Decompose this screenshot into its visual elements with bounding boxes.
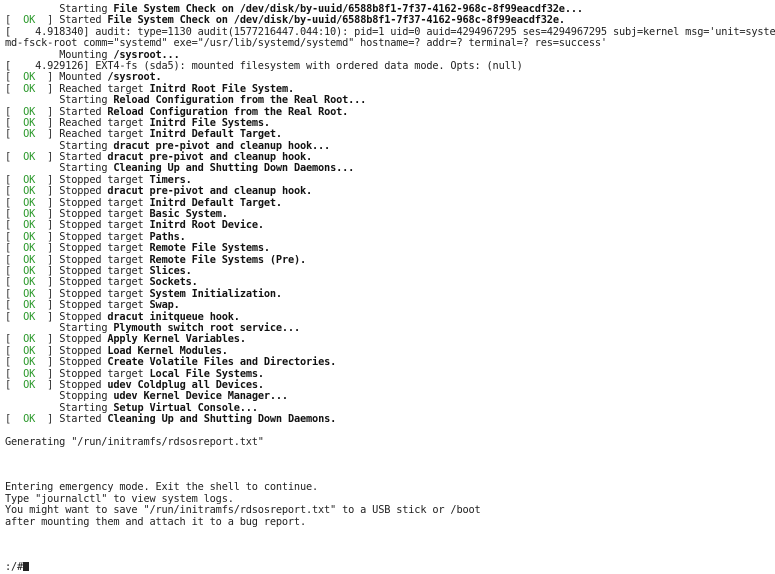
status-bracket-open: [ bbox=[5, 287, 12, 300]
status-bracket-close: ] bbox=[47, 367, 54, 380]
status-bracket-open: [ bbox=[5, 82, 12, 95]
log-unit: dracut initqueue hook. bbox=[107, 310, 240, 323]
status-bracket-open: [ bbox=[5, 299, 12, 312]
console-text: You might want to save "/run/initramfs/rdsosreport.txt" to a USB stick or /boot bbox=[5, 504, 481, 517]
status-bracket-close: ] bbox=[47, 208, 54, 221]
status-bracket-close: ] bbox=[47, 310, 54, 323]
status-bracket-close: ] bbox=[47, 196, 54, 209]
status-ok-label: OK bbox=[23, 173, 36, 186]
log-unit: dracut pre-pivot and cleanup hook. bbox=[107, 151, 313, 164]
status-ok-label: OK bbox=[23, 219, 36, 232]
log-unit: /sysroot. bbox=[107, 71, 162, 84]
status-ok-label: OK bbox=[23, 105, 36, 118]
status-ok-label: OK bbox=[23, 230, 36, 243]
status-bracket-open: [ bbox=[5, 242, 12, 255]
console-line bbox=[5, 437, 738, 448]
status-bracket-close: ] bbox=[47, 264, 54, 277]
console-text: Generating "/run/initramfs/rdsosreport.txt" bbox=[5, 435, 264, 448]
status-bracket-open: [ bbox=[5, 151, 12, 164]
status-ok-label: OK bbox=[23, 413, 36, 426]
log-action: Starting bbox=[59, 139, 114, 152]
status-bracket-close: ] bbox=[47, 276, 54, 289]
log-action: Stopped target bbox=[59, 208, 150, 221]
log-action: Started bbox=[59, 151, 108, 164]
status-ok-label: OK bbox=[23, 333, 36, 346]
status-bracket-open: [ bbox=[5, 367, 12, 380]
status-bracket-open: [ bbox=[5, 208, 12, 221]
status-ok-label: OK bbox=[23, 242, 36, 255]
status-bracket-close: ] bbox=[47, 128, 54, 141]
log-action: Stopped bbox=[59, 333, 108, 346]
status-bracket-close: ] bbox=[47, 116, 54, 129]
status-bracket-open: [ bbox=[5, 196, 12, 209]
console-line bbox=[5, 460, 738, 471]
status-ok-label: OK bbox=[23, 82, 36, 95]
console-line bbox=[5, 448, 738, 459]
log-unit: Remote File Systems. bbox=[149, 242, 270, 255]
status-ok-label: OK bbox=[23, 128, 36, 141]
status-ok-label: OK bbox=[23, 116, 36, 129]
status-ok-label: OK bbox=[23, 367, 36, 380]
log-unit: Remote File Systems (Pre). bbox=[149, 253, 307, 266]
log-action: Starting bbox=[59, 401, 114, 414]
console-line bbox=[5, 528, 738, 539]
status-bracket-open: [ bbox=[5, 356, 12, 369]
log-action: Stopped target bbox=[59, 196, 150, 209]
log-action: Started bbox=[59, 105, 108, 118]
log-unit: Plymouth switch root service... bbox=[113, 321, 300, 334]
console-line bbox=[5, 551, 738, 562]
log-unit: Load Kernel Modules. bbox=[107, 344, 228, 357]
log-action: Reached target bbox=[59, 116, 150, 129]
log-action: Mounting bbox=[59, 48, 114, 61]
status-bracket-open: [ bbox=[5, 253, 12, 266]
status-bracket-open: [ bbox=[5, 219, 12, 232]
console-text: after mounting them and attach it to a bug report. bbox=[5, 515, 306, 528]
status-bracket-close: ] bbox=[47, 299, 54, 312]
log-unit: Local File Systems. bbox=[149, 367, 264, 380]
status-bracket-close: ] bbox=[47, 185, 54, 198]
log-action: Stopped bbox=[59, 310, 108, 323]
status-bracket-close: ] bbox=[47, 413, 54, 426]
log-action: Stopped target bbox=[59, 230, 150, 243]
status-bracket-open: [ bbox=[5, 276, 12, 289]
status-ok-label: OK bbox=[23, 276, 36, 289]
status-ok-label: OK bbox=[23, 378, 36, 391]
log-unit: Slices. bbox=[149, 264, 192, 277]
status-bracket-close: ] bbox=[47, 333, 54, 346]
status-bracket-open: [ bbox=[5, 264, 12, 277]
status-bracket-close: ] bbox=[47, 82, 54, 95]
log-action: Stopped bbox=[59, 344, 108, 357]
log-action: Starting bbox=[59, 3, 114, 15]
status-ok-label: OK bbox=[23, 299, 36, 312]
status-bracket-close: ] bbox=[47, 105, 54, 118]
log-action: Stopped target bbox=[59, 287, 150, 300]
log-action: Stopped target bbox=[59, 173, 150, 186]
log-action: Mounted bbox=[59, 71, 108, 84]
log-unit: Initrd Root File System. bbox=[149, 82, 294, 95]
status-ok-label: OK bbox=[23, 344, 36, 357]
log-action: Stopped target bbox=[59, 367, 150, 380]
log-unit: Initrd Default Target. bbox=[149, 196, 282, 209]
log-unit: /sysroot... bbox=[113, 48, 180, 61]
status-bracket-close: ] bbox=[47, 71, 54, 84]
status-ok-label: OK bbox=[23, 310, 36, 323]
log-action: Stopped target bbox=[59, 276, 150, 289]
log-action: Stopped bbox=[59, 378, 108, 391]
log-action: Started bbox=[59, 14, 108, 27]
log-unit: dracut pre-pivot and cleanup hook... bbox=[113, 139, 331, 152]
status-ok-label: OK bbox=[23, 14, 36, 27]
status-bracket-open: [ bbox=[5, 413, 12, 426]
console-text: Entering emergency mode. Exit the shell to continue. bbox=[5, 481, 319, 494]
log-unit: Apply Kernel Variables. bbox=[107, 333, 246, 346]
console-line bbox=[5, 539, 738, 550]
status-bracket-open: [ bbox=[5, 230, 12, 243]
status-ok-label: OK bbox=[23, 185, 36, 198]
status-bracket-open: [ bbox=[5, 105, 12, 118]
log-action: Stopping bbox=[59, 390, 114, 403]
log-unit: Create Volatile Files and Directories. bbox=[107, 356, 337, 369]
console-text: md-fsck-root comm="systemd" exe="/usr/lib/systemd/systemd" hostname=? addr=? terminal=? res=success' bbox=[5, 37, 607, 50]
log-unit: udev Coldplug all Devices. bbox=[107, 378, 264, 391]
log-unit: Swap. bbox=[149, 299, 180, 312]
log-unit: File System Check on /dev/disk/by-uuid/6588b8f1-7f37-4162-968c-8f99eacdf32e... bbox=[113, 3, 583, 15]
status-bracket-open: [ bbox=[5, 378, 12, 391]
text-cursor bbox=[23, 562, 29, 571]
log-action: Stopped target bbox=[59, 299, 150, 312]
status-ok-label: OK bbox=[23, 264, 36, 277]
log-unit: Initrd Root Device. bbox=[149, 219, 264, 232]
status-bracket-open: [ bbox=[5, 14, 12, 27]
status-ok-label: OK bbox=[23, 71, 36, 84]
status-bracket-close: ] bbox=[47, 378, 54, 391]
log-action: Starting bbox=[59, 162, 114, 175]
shell-prompt-line[interactable] bbox=[5, 562, 738, 573]
log-action: Stopped target bbox=[59, 219, 150, 232]
status-bracket-open: [ bbox=[5, 310, 12, 323]
log-unit: System Initialization. bbox=[149, 287, 282, 300]
status-bracket-close: ] bbox=[47, 287, 54, 300]
status-bracket-open: [ bbox=[5, 116, 12, 129]
status-bracket-open: [ bbox=[5, 333, 12, 346]
log-unit: Basic System. bbox=[149, 208, 228, 221]
status-ok-label: OK bbox=[23, 287, 36, 300]
log-action: Stopped target bbox=[59, 242, 150, 255]
log-action: Stopped bbox=[59, 185, 108, 198]
log-action: Reached target bbox=[59, 128, 150, 141]
log-unit: Cleaning Up and Shutting Down Daemons... bbox=[113, 162, 355, 175]
status-bracket-close: ] bbox=[47, 14, 54, 27]
console-line bbox=[5, 517, 738, 528]
log-unit: Setup Virtual Console... bbox=[113, 401, 258, 414]
log-action: Started bbox=[59, 413, 108, 426]
status-ok-label: OK bbox=[23, 356, 36, 369]
log-unit: Initrd Default Target. bbox=[149, 128, 282, 141]
console-line bbox=[5, 414, 738, 425]
status-bracket-open: [ bbox=[5, 173, 12, 186]
status-bracket-open: [ bbox=[5, 71, 12, 84]
status-ok-label: OK bbox=[23, 151, 36, 164]
status-bracket-close: ] bbox=[47, 230, 54, 243]
status-bracket-close: ] bbox=[47, 219, 54, 232]
log-unit: Cleaning Up and Shutting Down Daemons. bbox=[107, 413, 337, 426]
log-unit: Paths. bbox=[149, 230, 186, 243]
log-action: Stopped bbox=[59, 356, 108, 369]
log-unit: Timers. bbox=[149, 173, 192, 186]
status-ok-label: OK bbox=[23, 196, 36, 209]
status-bracket-close: ] bbox=[47, 242, 54, 255]
shell-prompt: :/# bbox=[5, 561, 24, 574]
log-unit: Sockets. bbox=[149, 276, 198, 289]
log-action: Starting bbox=[59, 321, 114, 334]
emergency-console[interactable] bbox=[5, 3, 775, 574]
status-bracket-close: ] bbox=[47, 344, 54, 357]
log-action: Stopped target bbox=[59, 264, 150, 277]
log-action: Reached target bbox=[59, 82, 150, 95]
status-bracket-close: ] bbox=[47, 253, 54, 266]
log-unit: Initrd File Systems. bbox=[149, 116, 270, 129]
status-bracket-close: ] bbox=[47, 356, 54, 369]
log-unit: udev Kernel Device Manager... bbox=[113, 390, 288, 403]
status-bracket-close: ] bbox=[47, 151, 54, 164]
log-unit: Reload Configuration from the Real Root... bbox=[113, 94, 367, 107]
log-action: Stopped target bbox=[59, 253, 150, 266]
status-ok-label: OK bbox=[23, 253, 36, 266]
kernel-message: [ 4.929126] EXT4-fs (sda5): mounted filesystem with ordered data mode. Opts: (null) bbox=[5, 59, 523, 72]
status-bracket-open: [ bbox=[5, 185, 12, 198]
status-ok-label: OK bbox=[23, 208, 36, 221]
log-action: Starting bbox=[59, 94, 114, 107]
log-unit: Reload Configuration from the Real Root. bbox=[107, 105, 349, 118]
log-unit: dracut pre-pivot and cleanup hook. bbox=[107, 185, 313, 198]
status-bracket-close: ] bbox=[47, 173, 54, 186]
status-bracket-open: [ bbox=[5, 128, 12, 141]
kernel-message: [ 4.918340] audit: type=1130 audit(1577216447.044:10): pid=1 uid=0 auid=4294967295 ses=4294967295 subj=kernel msg='unit=syste bbox=[5, 25, 775, 38]
console-text: Type "journalctl" to view system logs. bbox=[5, 492, 234, 505]
log-unit: File System Check on /dev/disk/by-uuid/6588b8f1-7f37-4162-968c-8f99eacdf32e. bbox=[107, 14, 565, 27]
status-bracket-open: [ bbox=[5, 344, 12, 357]
